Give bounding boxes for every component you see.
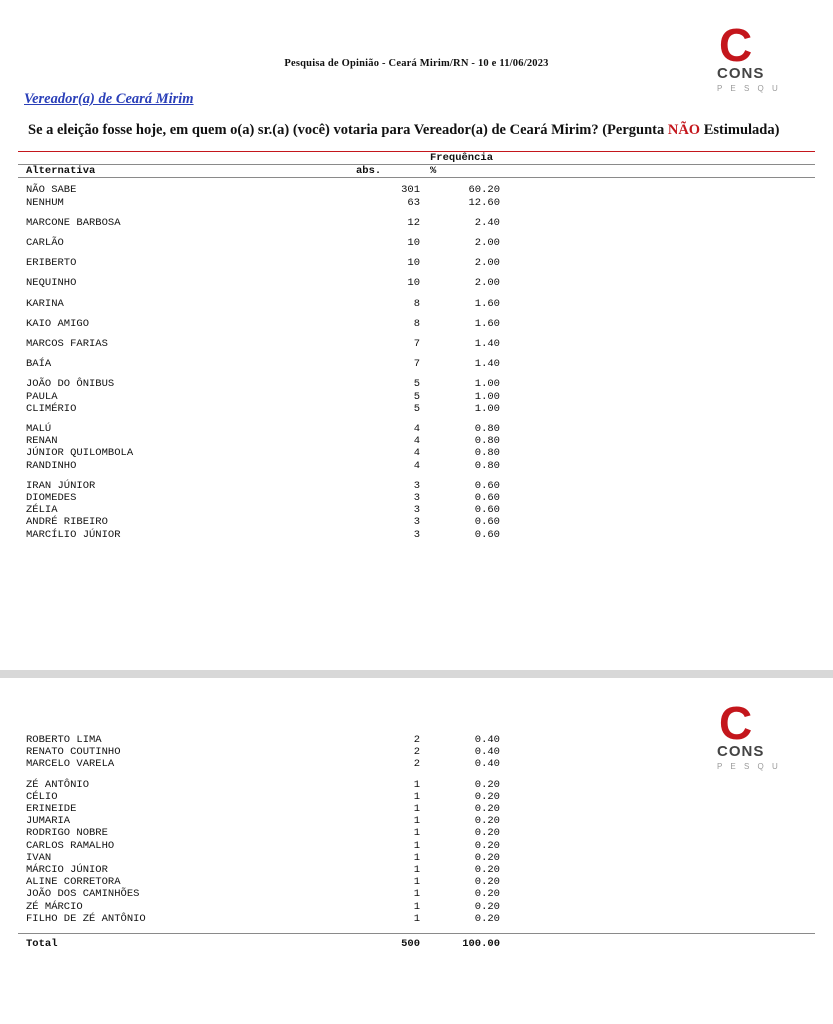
cell-filler (500, 876, 815, 888)
cell-filler (500, 378, 815, 390)
column-header-filler (500, 165, 815, 178)
total-label: Total (26, 938, 58, 951)
table-group-spacer (18, 771, 815, 779)
cell-abs: 1 (413, 778, 420, 791)
table-row (18, 480, 815, 492)
cell-filler (500, 815, 815, 827)
cell-alternativa: CARLOS RAMALHO (26, 839, 115, 852)
cell-alternativa: JOÃO DOS CAMINHÕES (26, 888, 140, 901)
table-row (18, 758, 815, 770)
cell-abs: 1 (413, 864, 420, 877)
cell-pct: 1.00 (474, 378, 500, 391)
cell-filler (500, 901, 815, 913)
total-pct: 100.00 (462, 938, 500, 951)
cell-pct: 0.20 (474, 851, 500, 864)
cell-alternativa: MARCONE BARBOSA (26, 216, 121, 229)
cell-pct: 2.00 (474, 237, 500, 250)
cell-filler (500, 504, 815, 516)
cell-pct: 0.20 (474, 778, 500, 791)
table-row (18, 217, 815, 229)
cell-pct: 1.00 (474, 402, 500, 415)
cell-abs: 1 (413, 912, 420, 925)
table-row (18, 901, 815, 913)
table-row (18, 913, 815, 925)
cell-filler (500, 447, 815, 459)
cell-filler (500, 864, 815, 876)
cell-abs: 1 (413, 803, 420, 816)
cell-pct: 0.20 (474, 876, 500, 889)
cell-pct: 0.40 (474, 746, 500, 759)
table-group-spacer (18, 310, 815, 318)
table-column-headers (18, 165, 815, 178)
cell-alternativa: FILHO DE ZÉ ANTÔNIO (26, 912, 146, 925)
question-text (28, 122, 833, 139)
cell-filler (500, 529, 815, 541)
table-row (18, 423, 815, 435)
cell-alternativa: ZÉ ANTÔNIO (26, 778, 90, 791)
table-group-spacer (18, 330, 815, 338)
cell-filler (500, 460, 815, 472)
cell-alternativa: MARCÍLIO JÚNIOR (26, 528, 121, 541)
cell-abs: 1 (413, 839, 420, 852)
cell-pct: 60.20 (468, 184, 500, 197)
table-row (18, 779, 815, 791)
cell-abs: 63 (407, 196, 420, 209)
cell-filler (500, 403, 815, 415)
cell-abs: 1 (413, 888, 420, 901)
cell-pct: 0.60 (474, 528, 500, 541)
cell-abs: 7 (413, 338, 420, 351)
table-row (18, 435, 815, 447)
cell-alternativa: RANDINHO (26, 459, 77, 472)
cell-filler (500, 758, 815, 770)
cell-alternativa: DIOMEDES (26, 492, 77, 505)
cell-abs: 7 (413, 358, 420, 371)
logo-brand-text: CONS (717, 65, 765, 82)
cell-alternativa: ZÉLIA (26, 504, 58, 517)
table-row (18, 504, 815, 516)
table-row (18, 403, 815, 415)
cell-abs: 1 (413, 876, 420, 889)
cell-filler (500, 734, 815, 746)
cell-alternativa: MARCELO VARELA (26, 758, 115, 771)
cell-alternativa: JÚNIOR QUILOMBOLA (26, 447, 134, 460)
table-row (18, 298, 815, 310)
cell-filler (500, 803, 815, 815)
cell-pct: 0.20 (474, 900, 500, 913)
column-header-abs: abs. (356, 165, 382, 178)
cell-abs: 4 (413, 423, 420, 436)
group-header-filler (500, 152, 815, 165)
table-row (18, 378, 815, 390)
table-group-header (18, 152, 815, 165)
table-group-spacer (18, 350, 815, 358)
cell-alternativa: RODRIGO NOBRE (26, 827, 108, 840)
cell-pct: 0.20 (474, 803, 500, 816)
table-row (18, 888, 815, 900)
cell-pct: 0.80 (474, 447, 500, 460)
cell-abs: 2 (413, 734, 420, 746)
cell-pct: 1.60 (474, 297, 500, 310)
table-row (18, 338, 815, 350)
cell-alternativa: CARLÃO (26, 237, 64, 250)
cell-pct: 2.00 (474, 277, 500, 290)
cell-filler (500, 318, 815, 330)
cell-abs: 5 (413, 402, 420, 415)
table-group-spacer (18, 269, 815, 277)
cell-abs: 2 (413, 746, 420, 759)
question-text-pre: Se a eleição fosse hoje, em quem o(a) sr.(a) (você) votaria para Vereador(a) de Ceará Mirim? (Pergunta (28, 122, 668, 138)
table-group-spacer (18, 229, 815, 237)
total-filler (500, 938, 815, 950)
table-group-spacer (18, 249, 815, 257)
cell-alternativa: ROBERTO LIMA (26, 734, 102, 746)
frequency-table-page2 (18, 734, 815, 950)
table-total-row (18, 938, 815, 950)
cell-filler (500, 840, 815, 852)
cell-filler (500, 423, 815, 435)
frequency-table-page1 (18, 151, 815, 541)
table-group-spacer (18, 472, 815, 480)
cell-alternativa: RENAN (26, 435, 58, 448)
column-header-alternativa: Alternativa (26, 165, 96, 178)
cell-alternativa: KAIO AMIGO (26, 317, 90, 330)
table-row (18, 734, 815, 746)
table-row (18, 815, 815, 827)
cell-abs: 3 (413, 528, 420, 541)
logo-brand-text: CONS (717, 743, 765, 760)
cell-abs: 1 (413, 851, 420, 864)
cell-filler (500, 217, 815, 229)
cell-filler (500, 391, 815, 403)
table-row (18, 516, 815, 528)
cell-abs: 301 (401, 184, 420, 197)
logo-mark-icon: C (719, 28, 753, 71)
cell-filler (500, 338, 815, 350)
cell-pct: 1.40 (474, 358, 500, 371)
cell-abs: 8 (413, 297, 420, 310)
cell-abs: 8 (413, 317, 420, 330)
cell-filler (500, 358, 815, 370)
table-row (18, 746, 815, 758)
table-row (18, 852, 815, 864)
cell-filler (500, 827, 815, 839)
cell-pct: 0.20 (474, 790, 500, 803)
cell-pct: 0.20 (474, 839, 500, 852)
question-text-post: Estimulada) (700, 122, 780, 138)
cell-abs: 3 (413, 479, 420, 492)
cell-abs: 4 (413, 435, 420, 448)
cell-abs: 10 (407, 237, 420, 250)
logo-subtitle-text: P E S Q U (717, 762, 781, 771)
cell-alternativa: IRAN JÚNIOR (26, 479, 96, 492)
group-header-frequencia: Frequência (430, 152, 494, 164)
cell-abs: 4 (413, 447, 420, 460)
cell-alternativa: RENATO COUTINHO (26, 746, 121, 759)
logo-mark-icon: C (719, 706, 753, 749)
group-header-blank (18, 152, 356, 165)
page-separator (0, 670, 833, 678)
cell-abs: 3 (413, 516, 420, 529)
cell-abs: 1 (413, 900, 420, 913)
cell-abs: 10 (407, 277, 420, 290)
cell-alternativa: CÉLIO (26, 790, 58, 803)
table-row (18, 876, 815, 888)
cell-pct: 0.80 (474, 459, 500, 472)
table-row (18, 391, 815, 403)
cell-filler (500, 435, 815, 447)
cell-filler (500, 257, 815, 269)
table-group-spacer (18, 370, 815, 378)
table-row (18, 237, 815, 249)
logo-subtitle-text: P E S Q U (717, 84, 781, 93)
cell-pct: 0.40 (474, 734, 500, 746)
cell-filler (500, 779, 815, 791)
cell-filler (500, 791, 815, 803)
cell-abs: 1 (413, 827, 420, 840)
section-link-vereador[interactable]: Vereador(a) de Ceará Mirim (24, 91, 194, 107)
cell-pct: 1.60 (474, 317, 500, 330)
cell-alternativa: NÃO SABE (26, 184, 77, 197)
frequency-table-area-page2 (18, 734, 815, 950)
cell-pct: 1.00 (474, 390, 500, 403)
cell-pct: 1.40 (474, 338, 500, 351)
table-row (18, 827, 815, 839)
cell-abs: 5 (413, 390, 420, 403)
cell-pct: 0.20 (474, 864, 500, 877)
cell-alternativa: BAÍA (26, 358, 52, 371)
cell-abs: 1 (413, 815, 420, 828)
cell-alternativa: ALINE CORRETORA (26, 876, 121, 889)
table-row (18, 277, 815, 289)
cell-filler (500, 913, 815, 925)
cell-pct: 0.60 (474, 479, 500, 492)
table-row (18, 318, 815, 330)
table-group-spacer (18, 209, 815, 217)
column-header-pct: % (430, 165, 437, 178)
frequency-table-area-page1 (18, 151, 815, 541)
cell-filler (500, 516, 815, 528)
table-row (18, 184, 815, 196)
table-row (18, 197, 815, 209)
cell-pct: 0.80 (474, 435, 500, 448)
table-row (18, 358, 815, 370)
cell-pct: 0.80 (474, 423, 500, 436)
cell-pct: 0.20 (474, 912, 500, 925)
cell-abs: 2 (413, 758, 420, 771)
cell-abs: 12 (407, 216, 420, 229)
table-row (18, 840, 815, 852)
table-row (18, 864, 815, 876)
cell-alternativa: ERINEIDE (26, 803, 77, 816)
table-row (18, 460, 815, 472)
cell-filler (500, 852, 815, 864)
cell-alternativa: JUMARIA (26, 815, 71, 828)
cell-pct: 0.40 (474, 758, 500, 771)
cell-pct: 0.20 (474, 827, 500, 840)
cell-pct: 0.60 (474, 516, 500, 529)
cell-filler (500, 237, 815, 249)
table-row (18, 447, 815, 459)
cell-alternativa: ANDRÉ RIBEIRO (26, 516, 108, 529)
document-page-2 (0, 678, 833, 1024)
cell-alternativa: NENHUM (26, 196, 64, 209)
table-row (18, 791, 815, 803)
cell-filler (500, 184, 815, 196)
cell-filler (500, 888, 815, 900)
cell-alternativa: ERIBERTO (26, 257, 77, 270)
cell-alternativa: MARCOS FARIAS (26, 338, 108, 351)
cell-filler (500, 298, 815, 310)
company-logo (713, 28, 833, 93)
page-header-title: Pesquisa de Opinião - Ceará Mirim/RN - 10 e 11/06/2023 (284, 58, 549, 69)
cell-alternativa: MALÚ (26, 423, 52, 436)
table-group-spacer (18, 290, 815, 298)
cell-pct: 2.40 (474, 216, 500, 229)
cell-filler (500, 746, 815, 758)
cell-filler (500, 197, 815, 209)
cell-filler (500, 277, 815, 289)
question-emphasis: NÃO (667, 122, 701, 138)
table-row (18, 492, 815, 504)
cell-alternativa: NEQUINHO (26, 277, 77, 290)
cell-alternativa: MÁRCIO JÚNIOR (26, 864, 108, 877)
cell-abs: 5 (413, 378, 420, 391)
cell-abs: 4 (413, 459, 420, 472)
cell-pct: 0.60 (474, 492, 500, 505)
cell-filler (500, 480, 815, 492)
total-abs: 500 (401, 938, 420, 951)
cell-alternativa: ZÉ MÁRCIO (26, 900, 83, 913)
cell-alternativa: IVAN (26, 851, 52, 864)
cell-alternativa: KARINA (26, 297, 64, 310)
cell-alternativa: JOÃO DO ÔNIBUS (26, 378, 115, 391)
cell-filler (500, 492, 815, 504)
cell-pct: 12.60 (468, 196, 500, 209)
cell-abs: 10 (407, 257, 420, 270)
cell-alternativa: PAULA (26, 390, 58, 403)
cell-pct: 0.20 (474, 815, 500, 828)
cell-pct: 0.20 (474, 888, 500, 901)
cell-alternativa: CLIMÉRIO (26, 402, 77, 415)
table-row (18, 257, 815, 269)
cell-abs: 3 (413, 504, 420, 517)
cell-abs: 3 (413, 492, 420, 505)
table-row (18, 529, 815, 541)
table-group-spacer (18, 925, 815, 934)
cell-pct: 2.00 (474, 257, 500, 270)
table-row (18, 803, 815, 815)
cell-pct: 0.60 (474, 504, 500, 517)
cell-abs: 1 (413, 790, 420, 803)
table-group-spacer (18, 415, 815, 423)
